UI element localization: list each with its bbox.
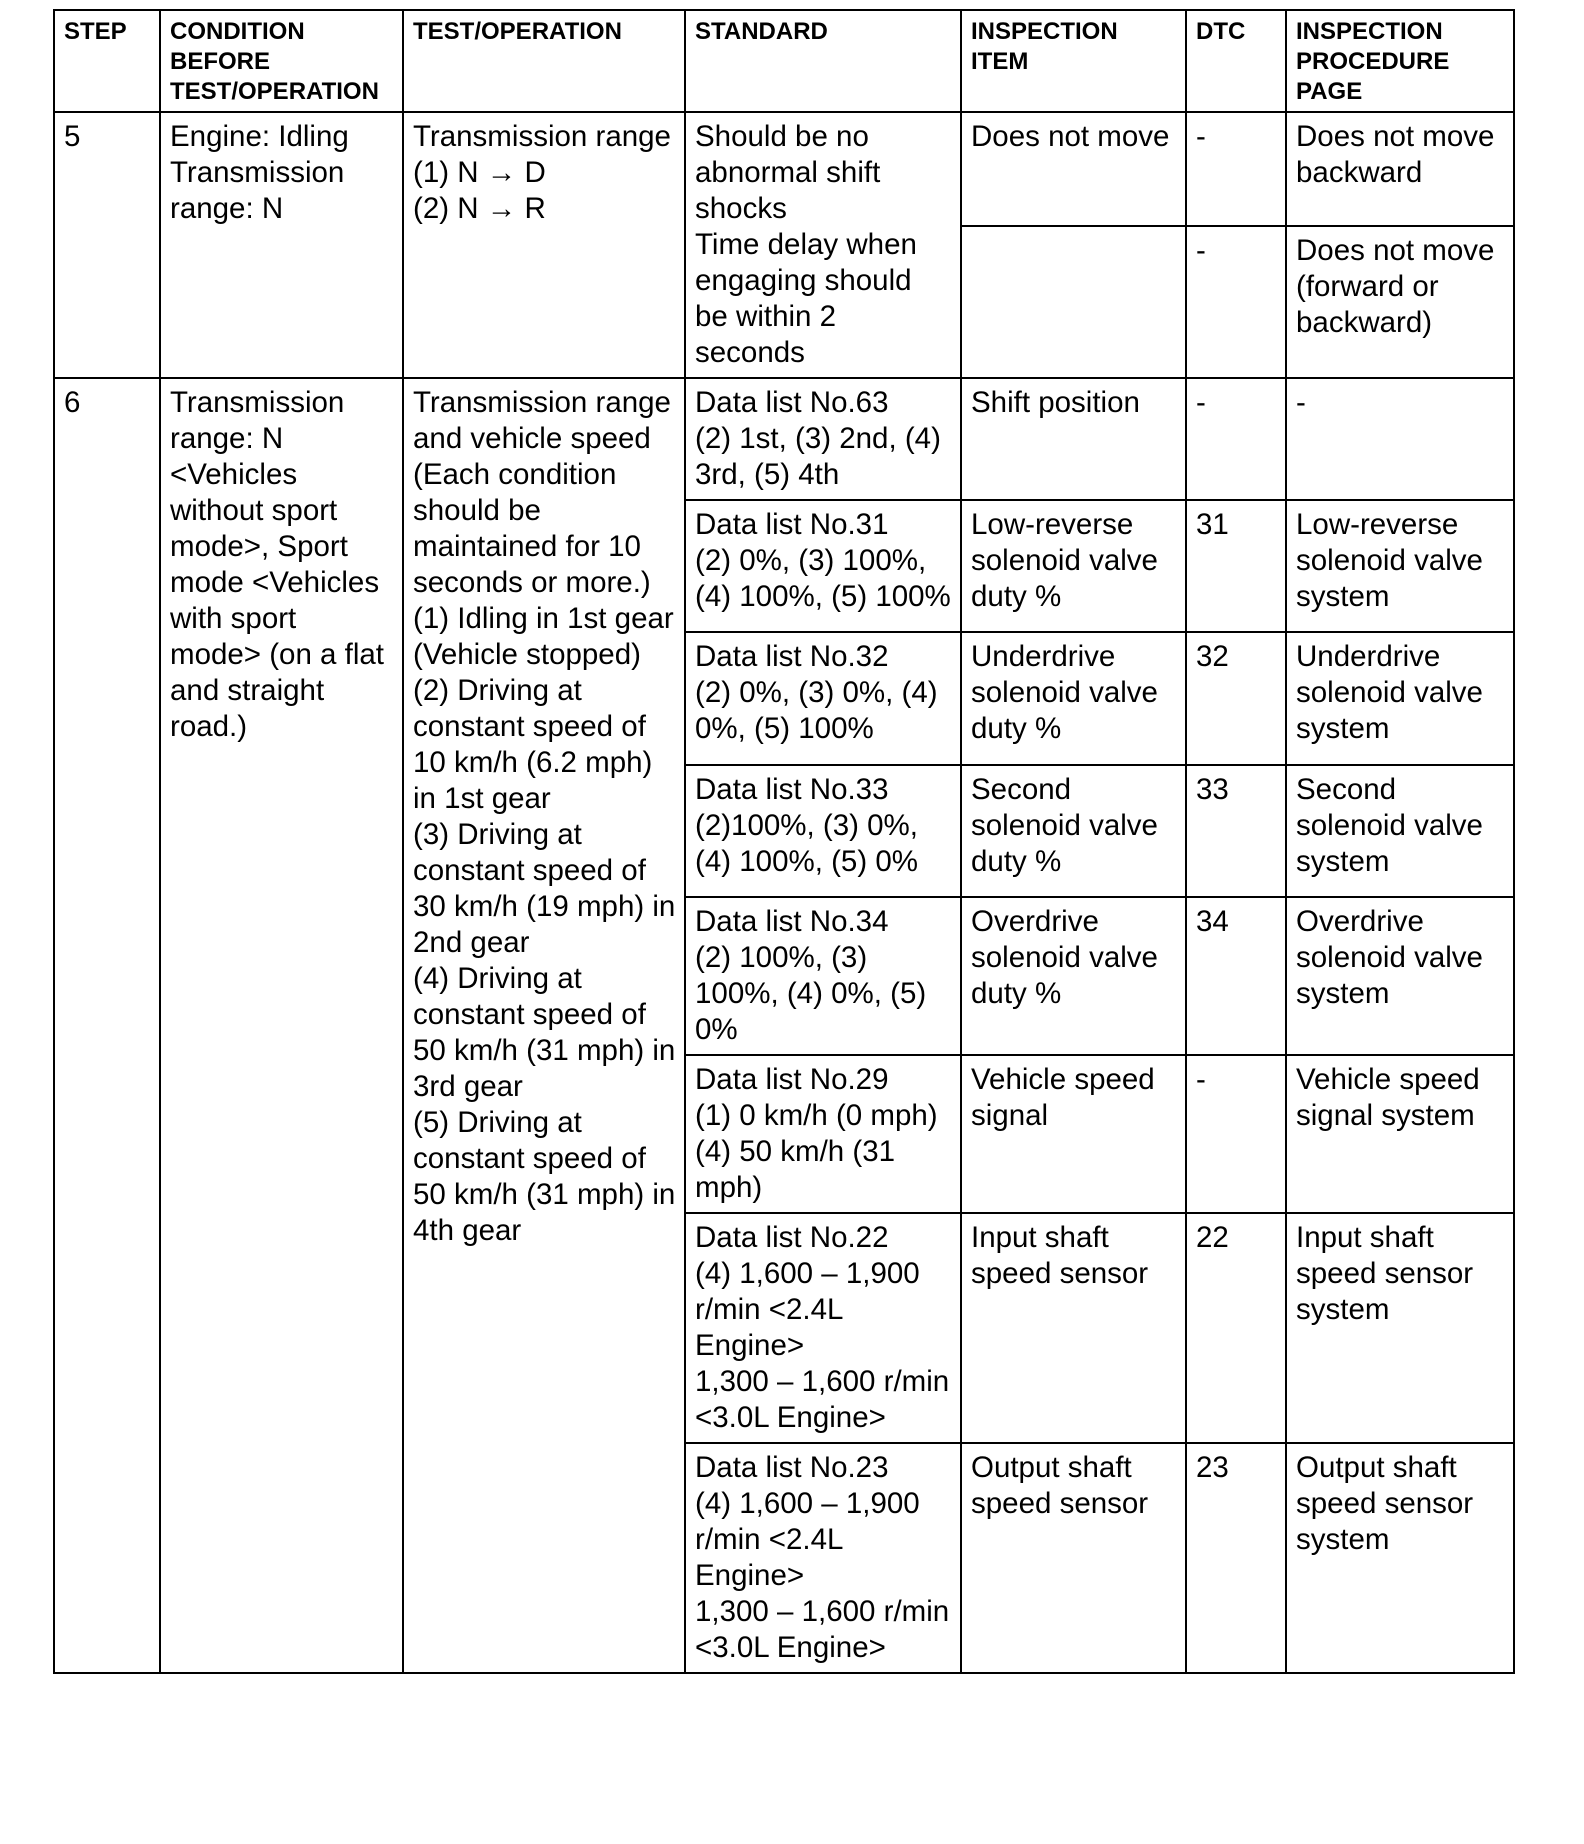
step6-item: Shift position: [961, 378, 1186, 500]
step6-item: Overdrive solenoid valve duty %: [961, 897, 1186, 1055]
step6-standard: Data list No.29 (1) 0 km/h (0 mph) (4) 50 km/h (31 mph): [685, 1055, 961, 1213]
step6-dtc: -: [1186, 1055, 1286, 1213]
step6-standard: Data list No.23 (4) 1,600 – 1,900 r/min <2.4L Engine> 1,300 – 1,600 r/min <3.0L Engine>: [685, 1443, 961, 1673]
step5-procedure: Does not move (forward or backward): [1286, 226, 1514, 378]
step6-procedure: Low-reverse solenoid valve system: [1286, 500, 1514, 632]
step6-item: Output shaft speed sensor: [961, 1443, 1186, 1673]
step5-item: [961, 226, 1186, 378]
step6-standard: Data list No.63 (2) 1st, (3) 2nd, (4) 3rd, (5) 4th: [685, 378, 961, 500]
step5-number: 5: [54, 112, 160, 378]
step6-test: Transmission range and vehicle speed (Each condition should be maintained for 10 seconds or more.) (1) Idling in 1st gear (Vehicle stopped) (2) Driving at constant speed of 10 km/h (6.2 mph) in 1st gear (3) Driving at constant speed of 30 km/h (19 mph) in 2nd gear (4) Driving at constant speed of 50 km/h (31 mph) in 3rd gear (5) Driving at constant speed of 50 km/h (31 mph) in 4th gear: [403, 378, 685, 1673]
step6-procedure: Second solenoid valve system: [1286, 765, 1514, 897]
header-test: TEST/OPERATION: [403, 10, 685, 112]
step5-dtc: -: [1186, 226, 1286, 378]
step6-standard: Data list No.31 (2) 0%, (3) 100%, (4) 100%, (5) 100%: [685, 500, 961, 632]
step6-item: Low-reverse solenoid valve duty %: [961, 500, 1186, 632]
table-header: [54, 10, 1514, 112]
header-procedure-page: INSPECTION PROCEDURE PAGE: [1286, 10, 1514, 112]
step6-dtc: 32: [1186, 632, 1286, 765]
step6-dtc: 22: [1186, 1213, 1286, 1443]
header-standard: STANDARD: [685, 10, 961, 112]
step6-dtc: 33: [1186, 765, 1286, 897]
step6-standard: Data list No.32 (2) 0%, (3) 0%, (4) 0%, (5) 100%: [685, 632, 961, 765]
step6-procedure: Input shaft speed sensor system: [1286, 1213, 1514, 1443]
table-body: [54, 112, 1514, 1673]
header-row: [54, 10, 1514, 112]
header-step: STEP: [54, 10, 160, 112]
table-row: [54, 112, 1514, 226]
step6-procedure: Underdrive solenoid valve system: [1286, 632, 1514, 765]
inspection-table: [53, 9, 1515, 1674]
step5-standard: Should be no abnormal shift shocks Time delay when engaging should be within 2 seconds: [685, 112, 961, 378]
step6-standard: Data list No.33 (2)100%, (3) 0%, (4) 100%, (5) 0%: [685, 765, 961, 897]
step6-procedure: Output shaft speed sensor system: [1286, 1443, 1514, 1673]
step5-item: Does not move: [961, 112, 1186, 226]
step6-dtc: 34: [1186, 897, 1286, 1055]
step5-test: Transmission range (1) N → D (2) N → R: [403, 112, 685, 378]
step6-dtc: -: [1186, 378, 1286, 500]
step6-dtc: 31: [1186, 500, 1286, 632]
step6-item: Vehicle speed signal: [961, 1055, 1186, 1213]
step6-standard: Data list No.34 (2) 100%, (3) 100%, (4) 0%, (5) 0%: [685, 897, 961, 1055]
step5-condition: Engine: Idling Transmission range: N: [160, 112, 403, 378]
header-condition: CONDITION BEFORE TEST/OPERATION: [160, 10, 403, 112]
step6-procedure: -: [1286, 378, 1514, 500]
step5-procedure: Does not move backward: [1286, 112, 1514, 226]
step6-item: Underdrive solenoid valve duty %: [961, 632, 1186, 765]
step6-procedure: Overdrive solenoid valve system: [1286, 897, 1514, 1055]
table-row: [54, 378, 1514, 500]
step6-item: Second solenoid valve duty %: [961, 765, 1186, 897]
step6-item: Input shaft speed sensor: [961, 1213, 1186, 1443]
step6-procedure: Vehicle speed signal system: [1286, 1055, 1514, 1213]
step5-dtc: -: [1186, 112, 1286, 226]
step6-dtc: 23: [1186, 1443, 1286, 1673]
header-inspection-item: INSPECTION ITEM: [961, 10, 1186, 112]
step6-condition: Transmission range: N <Vehicles without sport mode>, Sport mode <Vehicles with sport mode> (on a flat and straight road.): [160, 378, 403, 1673]
step6-standard: Data list No.22 (4) 1,600 – 1,900 r/min <2.4L Engine> 1,300 – 1,600 r/min <3.0L Engine>: [685, 1213, 961, 1443]
step6-number: 6: [54, 378, 160, 1673]
header-dtc: DTC: [1186, 10, 1286, 112]
